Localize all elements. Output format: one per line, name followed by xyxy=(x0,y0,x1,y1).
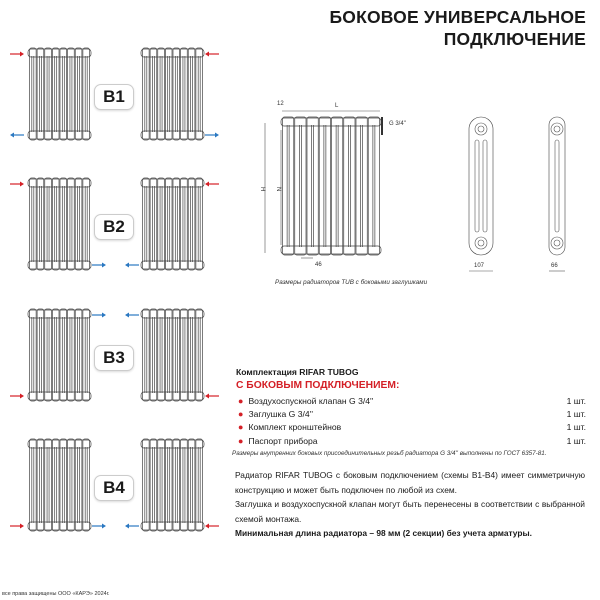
radiator-section xyxy=(143,48,150,140)
radiator-section xyxy=(37,178,44,270)
radiator-section xyxy=(68,178,75,270)
radiator-section xyxy=(30,439,37,531)
radiator-section xyxy=(173,309,180,401)
tube xyxy=(483,140,487,232)
kit-subheading: С БОКОВЫМ ПОДКЛЮЧЕНИЕМ: xyxy=(236,380,400,391)
radiator-section xyxy=(60,309,67,401)
dim-107: 107 xyxy=(474,263,485,269)
port-top xyxy=(475,123,487,135)
radiator-section xyxy=(196,178,203,270)
radiator-section xyxy=(37,309,44,401)
dimension-drawing xyxy=(255,95,600,275)
supply-arrow-icon xyxy=(205,524,219,529)
return-arrow-icon xyxy=(125,524,139,529)
radiator-section xyxy=(143,178,150,270)
radiator-section xyxy=(75,178,82,270)
radiator-section xyxy=(143,439,150,531)
radiator-section xyxy=(188,48,195,140)
supply-arrow-icon xyxy=(205,394,219,399)
radiator-section xyxy=(45,48,52,140)
radiator-section xyxy=(52,439,59,531)
kit-item xyxy=(236,394,586,407)
radiator xyxy=(28,309,91,401)
title-line-2: ПОДКЛЮЧЕНИЕ xyxy=(443,29,586,49)
kit-item xyxy=(236,434,586,447)
page-title xyxy=(329,6,586,50)
scheme-label-b3: B3 xyxy=(94,345,134,371)
radiator-section xyxy=(37,439,44,531)
kit-section xyxy=(236,367,586,447)
radiator xyxy=(141,439,204,531)
supply-arrow-icon xyxy=(10,394,24,399)
radiator-section xyxy=(83,309,90,401)
radiator-section xyxy=(83,439,90,531)
radiator-section xyxy=(30,48,37,140)
title-line-1: БОКОВОЕ УНИВЕРСАЛЬНОЕ xyxy=(329,7,586,27)
radiator-section xyxy=(75,309,82,401)
port-top xyxy=(551,123,563,135)
radiator xyxy=(141,178,204,270)
radiator-section xyxy=(332,117,343,255)
return-arrow-icon xyxy=(92,263,106,268)
dim-46: 46 xyxy=(315,262,322,268)
radiator-section xyxy=(52,309,59,401)
kit-item-name: Паспорт прибора xyxy=(248,435,318,446)
tube xyxy=(475,140,479,232)
radiator xyxy=(28,178,91,270)
radiator-section xyxy=(356,117,367,255)
dim-66: 66 xyxy=(551,263,558,269)
radiator-section xyxy=(150,439,157,531)
dim-L: L xyxy=(335,103,339,109)
bullet-icon: ● xyxy=(238,435,244,446)
radiator-section xyxy=(150,178,157,270)
radiator-section xyxy=(68,309,75,401)
port-bottom xyxy=(551,237,563,249)
radiator-section xyxy=(181,178,188,270)
radiator xyxy=(141,309,204,401)
radiator-section xyxy=(188,439,195,531)
kit-item-qty: 1 шт. xyxy=(566,408,586,419)
radiator-section xyxy=(158,309,165,401)
radiator-section xyxy=(158,48,165,140)
supply-arrow-icon xyxy=(205,182,219,187)
radiator-side-view-3-tube xyxy=(469,117,493,255)
port-bottom-inner xyxy=(478,240,484,246)
port-top-inner xyxy=(478,126,484,132)
radiator-section xyxy=(307,117,318,255)
description xyxy=(235,468,585,541)
radiator-section xyxy=(75,439,82,531)
radiator-section xyxy=(68,439,75,531)
radiator-section xyxy=(173,178,180,270)
radiator-section xyxy=(165,178,172,270)
port-bottom xyxy=(475,237,487,249)
radiator-section xyxy=(181,309,188,401)
bullet-icon: ● xyxy=(238,395,244,406)
supply-arrow-icon xyxy=(10,52,24,57)
radiator-front-view xyxy=(281,117,381,255)
radiator xyxy=(28,48,91,140)
description-p2: Заглушка и воздухоспускной клапан могут быть перенесены в соответствии с выбранной схемой монтажа. xyxy=(235,499,585,524)
radiator-section xyxy=(165,309,172,401)
kit-item-qty: 1 шт. xyxy=(566,395,586,406)
kit-item-name: Комплект кронштейнов xyxy=(248,422,342,433)
radiator-section xyxy=(173,439,180,531)
return-arrow-icon xyxy=(92,313,106,318)
return-arrow-icon xyxy=(125,263,139,268)
radiator-section xyxy=(283,117,294,255)
radiator xyxy=(28,439,91,531)
copyright: все права защищены ООО «КАРЭ» 2024г. xyxy=(2,591,110,597)
radiator-section xyxy=(52,48,59,140)
radiator xyxy=(141,48,204,140)
radiator-section xyxy=(196,48,203,140)
radiator-section xyxy=(188,309,195,401)
radiator-section xyxy=(158,178,165,270)
scheme-label-b4: B4 xyxy=(94,475,134,501)
radiator-section xyxy=(30,309,37,401)
radiator-section xyxy=(173,48,180,140)
dim-thread: G 3/4'' xyxy=(389,121,406,127)
dim-N: N xyxy=(275,187,281,192)
radiator-section xyxy=(196,309,203,401)
kit-item-qty: 1 шт. xyxy=(566,422,586,433)
radiator-section xyxy=(45,439,52,531)
description-p3: Минимальная длина радиатора – 98 мм (2 секции) без учета арматуры. xyxy=(235,528,532,538)
bullet-icon: ● xyxy=(238,422,244,433)
radiator-section xyxy=(368,117,379,255)
radiator-section xyxy=(45,309,52,401)
radiator-section xyxy=(60,178,67,270)
kit-item xyxy=(236,421,586,434)
radiator-section xyxy=(165,439,172,531)
radiator-section xyxy=(143,309,150,401)
supply-arrow-icon xyxy=(10,524,24,529)
scheme-label-b2: B2 xyxy=(94,214,134,240)
dim-12: 12 xyxy=(277,101,284,107)
radiator-section xyxy=(344,117,355,255)
drawing-caption: Размеры радиаторов TUB с боковыми заглушками xyxy=(275,279,428,286)
radiator-section xyxy=(196,439,203,531)
tube xyxy=(555,140,559,232)
radiator-side-view-2-tube xyxy=(549,117,565,255)
radiator-section xyxy=(60,439,67,531)
dim-H: H xyxy=(259,187,265,192)
radiator-section xyxy=(60,48,67,140)
radiator-section xyxy=(158,439,165,531)
radiator-section xyxy=(150,48,157,140)
radiator-section xyxy=(188,178,195,270)
radiator-section xyxy=(37,48,44,140)
kit-heading: Комплектация RIFAR TUBOG xyxy=(236,367,359,377)
radiator-section xyxy=(30,178,37,270)
return-arrow-icon xyxy=(10,133,24,138)
port-top-inner xyxy=(554,126,560,132)
return-arrow-icon xyxy=(205,133,219,138)
return-arrow-icon xyxy=(92,524,106,529)
radiator-section xyxy=(295,117,306,255)
radiator xyxy=(281,117,381,255)
radiator-section xyxy=(75,48,82,140)
bullet-icon: ● xyxy=(238,408,244,419)
radiator-section xyxy=(165,48,172,140)
port-bottom-inner xyxy=(554,240,560,246)
return-arrow-icon xyxy=(125,313,139,318)
radiator-section xyxy=(181,48,188,140)
radiator-section xyxy=(68,48,75,140)
radiator-section xyxy=(319,117,330,255)
radiator-section xyxy=(52,178,59,270)
radiator-section xyxy=(83,48,90,140)
thread-note: Размеры внутренних боковых присоединительных резьб радиатора G 3/4'' выполнены по ГОСТ 6357-81. xyxy=(232,450,547,457)
radiator-section xyxy=(45,178,52,270)
kit-item-name: Воздухоспускной клапан G 3/4'' xyxy=(248,395,374,406)
kit-item xyxy=(236,407,586,420)
kit-item-name: Заглушка G 3/4'' xyxy=(248,408,313,419)
radiator-section xyxy=(83,178,90,270)
supply-arrow-icon xyxy=(205,52,219,57)
radiator-section xyxy=(181,439,188,531)
kit-item-qty: 1 шт. xyxy=(566,435,586,446)
description-p1: Радиатор RIFAR TUBOG с боковым подключением (схемы B1-B4) имеет симметричную конструкцию и может быть подключен по любой из схем. xyxy=(235,470,585,495)
supply-arrow-icon xyxy=(10,182,24,187)
radiator-section xyxy=(150,309,157,401)
scheme-label-b1: B1 xyxy=(94,84,134,110)
